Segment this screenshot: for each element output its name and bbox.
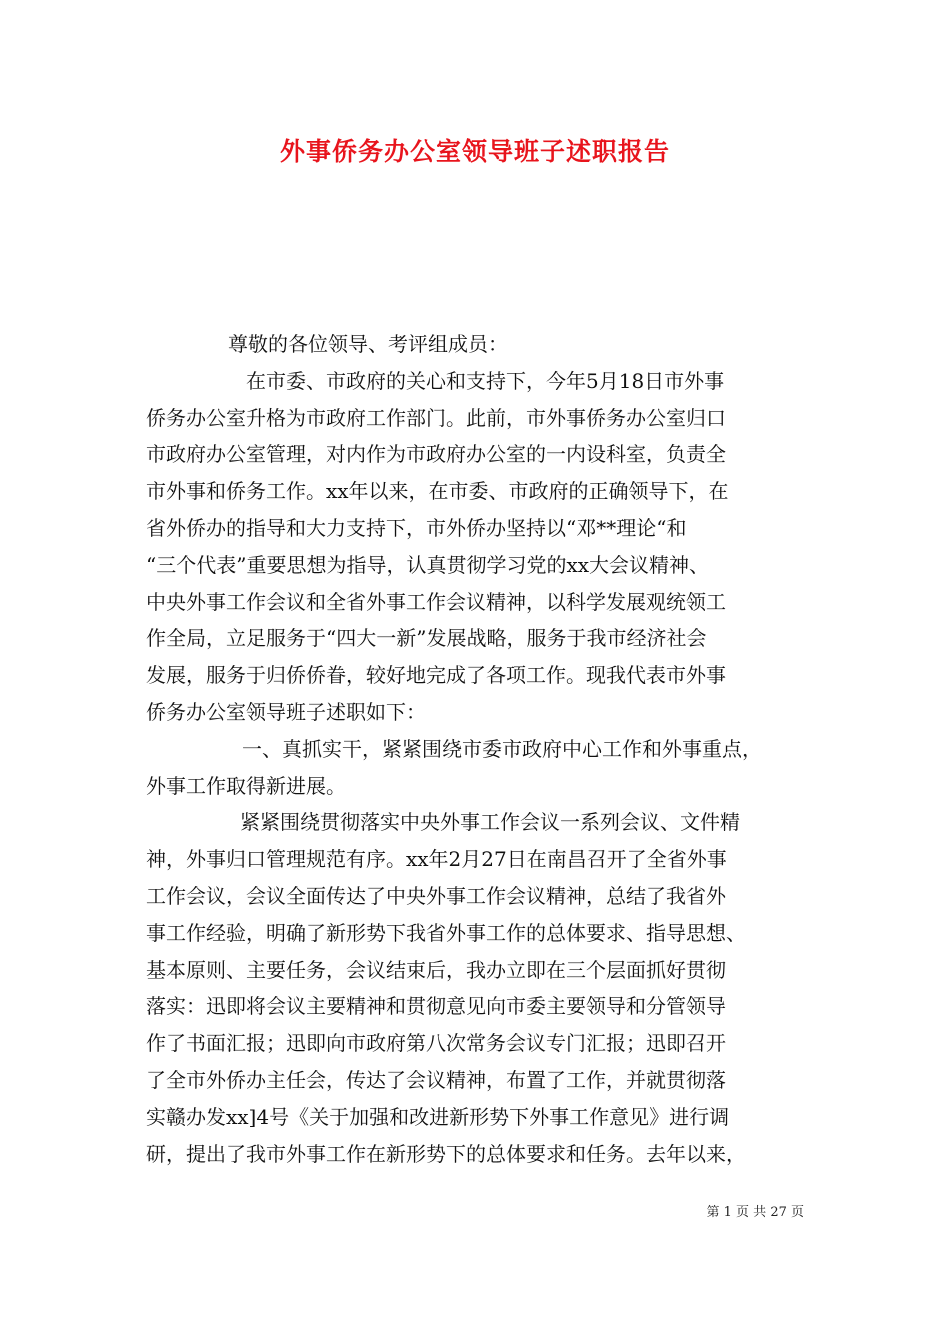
greeting-paragraph — [146, 326, 822, 363]
text-line: 侨务办公室升格为市政府工作部门。此前，市外事侨务办公室归口 — [146, 405, 726, 430]
document-body — [146, 326, 822, 1172]
text-line: 基本原则、主要任务，会议结束后，我办立即在三个层面抓好贯彻 — [146, 957, 726, 982]
text-line: 在市委、市政府的关心和支持下，今年5月18日市外事 — [246, 368, 725, 393]
text-line: 研，提出了我市外事工作在新形势下的总体要求和任务。去年以来， — [146, 1141, 746, 1166]
text-line: 了全市外侨办主任会，传达了会议精神，布置了工作，并就贯彻落 — [146, 1067, 726, 1092]
text-line: 侨务办公室领导班子述职如下： — [146, 699, 426, 724]
greeting-line: 尊敬的各位领导、考评组成员： — [228, 332, 508, 356]
text-line: 市政府办公室管理，对内作为市政府办公室的一内设科室，负责全 — [146, 442, 726, 467]
text-line: 神，外事归口管理规范有序。xx年2月27日在南昌召开了全省外事 — [146, 847, 727, 872]
section-paragraph-1 — [146, 804, 822, 1172]
text-line: 作全局，立足服务于“四大一新”发展战略，服务于我市经济社会 — [146, 626, 707, 651]
document-title: 外事侨务办公室领导班子述职报告 — [279, 137, 670, 166]
text-line: “三个代表”重要思想为指导，认真贯彻学习党的xx大会议精神、 — [146, 552, 710, 577]
text-line: 作了书面汇报；迅即向市政府第八次常务会议专门汇报；迅即召开 — [146, 1031, 726, 1056]
page-number: 第 1 页 共 27 页 — [706, 1205, 804, 1220]
text-line: 市外事和侨务工作。xx年以来，在市委、市政府的正确领导下，在 — [146, 479, 729, 504]
text-line: 省外侨办的指导和大力支持下，市外侨办坚持以“邓**理论“和 — [146, 515, 687, 540]
intro-paragraph — [146, 363, 822, 731]
text-line: 落实：迅即将会议主要精神和贯彻意见向市委主要领导和分管领导 — [146, 994, 726, 1019]
text-line: 紧紧围绕贯彻落实中央外事工作会议一系列会议、文件精 — [240, 810, 740, 835]
heading-line: 一、真抓实干，紧紧围绕市委市政府中心工作和外事重点， — [242, 736, 762, 761]
text-line: 实赣办发xx]4号《关于加强和改进新形势下外事工作意见》进行调 — [146, 1104, 730, 1129]
text-line: 事工作经验，明确了新形势下我省外事工作的总体要求、指导思想、 — [146, 920, 746, 945]
text-line: 工作会议，会议全面传达了中央外事工作会议精神，总结了我省外 — [146, 883, 726, 908]
heading-line: 外事工作取得新进展。 — [146, 773, 346, 798]
text-line: 中央外事工作会议和全省外事工作会议精神，以科学发展观统领工 — [146, 589, 726, 614]
section-heading-1 — [146, 731, 822, 805]
text-line: 发展，服务于归侨侨眷，较好地完成了各项工作。现我代表市外事 — [146, 663, 726, 688]
